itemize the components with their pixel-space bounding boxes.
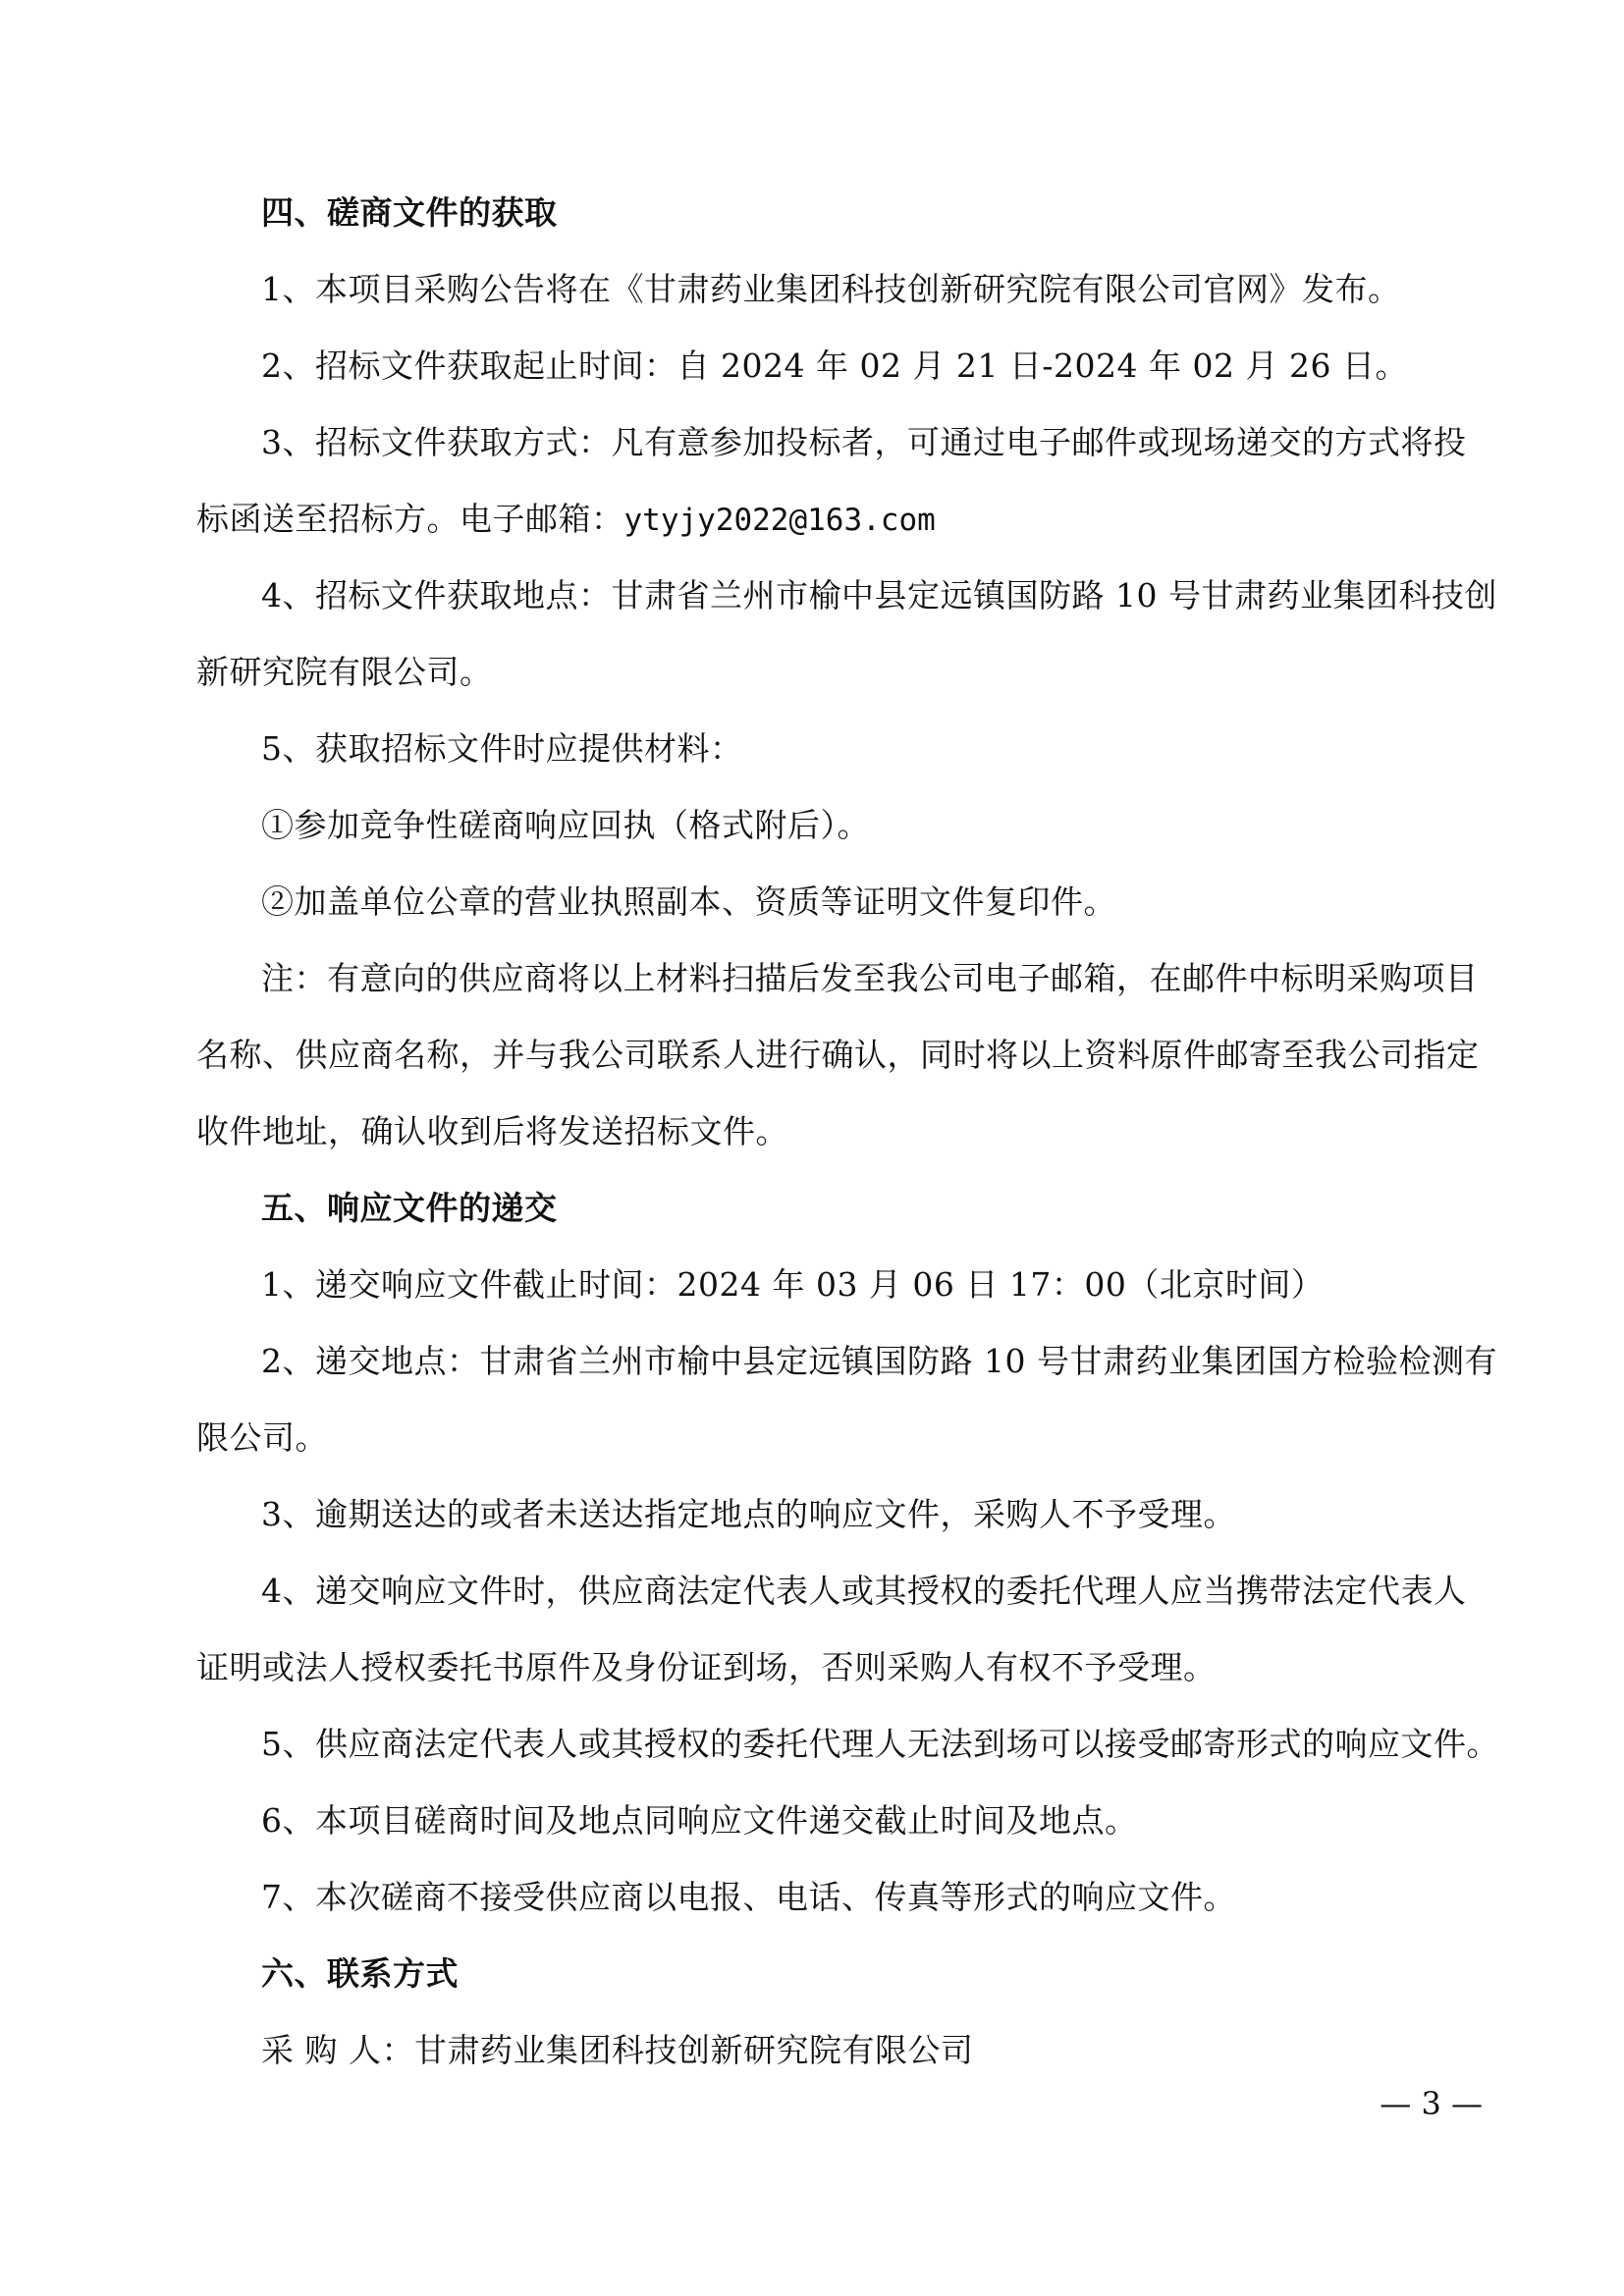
section-5-item-2-line-1: 2、递交地点：甘肃省兰州市榆中县定远镇国防路 10 号甘肃药业集团国方检验检测有 [261, 1342, 1497, 1380]
section-5-item-5: 5、供应商法定代表人或其授权的委托代理人无法到场可以接受邮寄形式的响应文件。 [261, 1725, 1499, 1763]
section-5-item-3: 3、逾期送达的或者未送达指定地点的响应文件，采购人不予受理。 [261, 1495, 1236, 1533]
section-4-item-4-line-2: 新研究院有限公司。 [196, 653, 493, 691]
section-4-item-3-label: 标函送至招标方。电子邮箱： [196, 500, 624, 538]
section-4-item-5: 5、获取招标文件时应提供材料： [261, 729, 743, 768]
purchaser-line: 采 购 人：甘肃药业集团科技创新研究院有限公司 [261, 2031, 974, 2069]
section-6-heading: 六、联系方式 [261, 1954, 459, 1993]
section-4-heading: 四、磋商文件的获取 [261, 193, 558, 232]
section-4-item-2: 2、招标文件获取起止时间：自 2024 年 02 月 21 日-2024 年 02 月 26 日。 [261, 347, 1408, 385]
section-5-item-2-line-2: 限公司。 [196, 1418, 328, 1457]
page-number: — 3 — [1380, 2085, 1483, 2122]
section-4-item-1: 1、本项目采购公告将在《甘肃药业集团科技创新研究院有限公司官网》发布。 [261, 270, 1401, 308]
email-address: ytyjy2022@163.com [623, 503, 936, 538]
section-5-item-4-line-1: 4、递交响应文件时，供应商法定代表人或其授权的委托代理人应当携带法定代表人 [261, 1572, 1467, 1610]
note-line-3: 收件地址，确认收到后将发送招标文件。 [196, 1112, 788, 1150]
section-4-item-4-line-1: 4、招标文件获取地点：甘肃省兰州市榆中县定远镇国防路 10 号甘肃药业集团科技创 [261, 576, 1497, 614]
material-item-2: ②加盖单位公章的营业执照副本、资质等证明文件复印件。 [261, 882, 1116, 921]
section-5-item-6: 6、本项目磋商时间及地点同响应文件递交截止时间及地点。 [261, 1801, 1138, 1840]
section-4-item-3-line-2 [196, 481, 1473, 558]
section-5-item-1: 1、递交响应文件截止时间：2024 年 03 月 06 日 17：00（北京时间） [261, 1265, 1325, 1304]
note-line-1: 注：有意向的供应商将以上材料扫描后发至我公司电子邮箱，在邮件中标明采购项目 [261, 959, 1479, 997]
section-5-item-7: 7、本次磋商不接受供应商以电报、电话、传真等形式的响应文件。 [261, 1878, 1236, 1916]
note-line-2: 名称、供应商名称，并与我公司联系人进行确认，同时将以上资料原件邮寄至我公司指定 [196, 1036, 1480, 1074]
section-4-item-3-line-1: 3、招标文件获取方式：凡有意参加投标者，可通过电子邮件或现场递交的方式将投 [261, 423, 1467, 461]
document-body [196, 175, 1499, 2089]
section-5-heading: 五、响应文件的递交 [261, 1189, 558, 1227]
section-5-item-4-line-2: 证明或法人授权委托书原件及身份证到场，否则采购人有权不予受理。 [196, 1648, 1217, 1686]
material-item-1: ①参加竞争性磋商响应回执（格式附后）。 [261, 806, 870, 844]
